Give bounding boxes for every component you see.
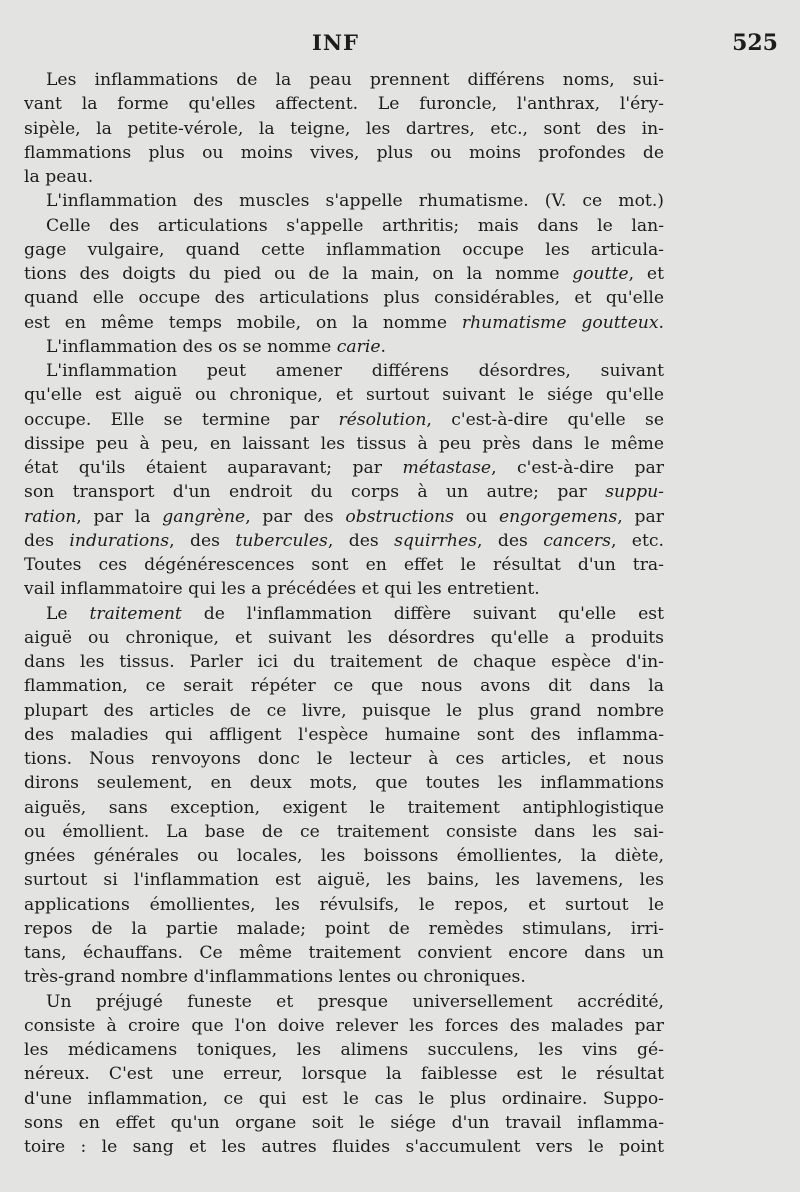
italic-term: carie xyxy=(336,336,381,357)
text-line: sons en effet qu'un organe soit le siége d'un travail inflamma- xyxy=(24,1112,664,1133)
text-line xyxy=(24,505,664,529)
text-segment: L'inflammation des os se nomme xyxy=(46,336,337,357)
text-segment: de l'inflammation diffère suivant qu'elle est xyxy=(181,603,664,624)
text-line: flammation, ce serait répéter ce que nous avons dit dans la xyxy=(24,676,664,697)
text-line: repos de la partie malade; point de remèdes stimulans, irri- xyxy=(24,918,664,939)
text-segment: , c'est-à-dire qu'elle se xyxy=(426,409,664,430)
text-line: aiguës, sans exception, exigent le traitement antiphlogistique xyxy=(24,797,664,818)
page-number: 525 xyxy=(732,30,778,56)
text-segment: , par xyxy=(617,506,664,527)
italic-term: ration xyxy=(24,506,77,527)
italic-term: gangrène xyxy=(162,506,246,527)
italic-term: squirrhes xyxy=(394,530,477,551)
text-line xyxy=(24,408,664,432)
text-line: applications émollientes, les révulsifs, le repos, et surtout le xyxy=(24,894,664,915)
text-line: vail inflammatoire qui les a précédées et qui les entretient. xyxy=(24,579,540,600)
italic-term: rhumatisme goutteux xyxy=(461,312,659,333)
italic-term: indurations xyxy=(69,530,170,551)
text-segment: , par des xyxy=(245,506,346,527)
text-line: ou émollient. La base de ce traitement consiste dans les sai- xyxy=(24,821,664,842)
text-line: L'inflammation peut amener différens désordres, suivant xyxy=(46,361,664,381)
text-line: des maladies qui affligent l'espèce humaine sont des inflamma- xyxy=(24,724,664,745)
text-line: toire : le sang et les autres fluides s'accumulent vers le point xyxy=(24,1137,664,1157)
italic-term: résolution xyxy=(338,409,427,430)
text-line: les médicamens toniques, les alimens succulens, les vins gé- xyxy=(24,1040,664,1060)
text-segment: occupe. Elle se termine par xyxy=(24,409,339,430)
text-line: gage vulgaire, quand cette inflammation occupe les articula- xyxy=(24,239,664,260)
text-segment: , des xyxy=(327,530,395,551)
italic-term: goutte xyxy=(572,264,629,284)
italic-term: cancers xyxy=(543,530,611,551)
text-line: sipèle, la petite-vérole, la teigne, les dartres, etc., sont des in- xyxy=(24,118,664,139)
text-segment: , et xyxy=(628,264,664,284)
text-segment: , des xyxy=(169,530,236,551)
text-line xyxy=(24,480,664,504)
running-head xyxy=(0,30,800,64)
text-line xyxy=(24,311,664,335)
text-line: tions. Nous renvoyons donc le lecteur à ces articles, et nous xyxy=(24,749,664,769)
text-segment: est en même temps mobile, on la nomme xyxy=(24,312,462,333)
text-line: aiguë ou chronique, et suivant les désordres qu'elle a produits xyxy=(24,627,664,648)
text-segment: son transport d'un endroit du corps à un autre; par xyxy=(24,482,606,503)
text-segment: , par la xyxy=(76,506,163,527)
text-line: gnées générales ou locales, les boissons émollientes, la diète, xyxy=(24,846,664,866)
body-text xyxy=(24,68,664,1159)
text-line: dirons seulement, en deux mots, que toutes les inflammations xyxy=(24,773,664,794)
italic-term: traitement xyxy=(89,603,182,624)
text-line xyxy=(24,602,664,626)
italic-term: tubercules xyxy=(235,530,328,551)
text-line: d'une inflammation, ce qui est le cas le plus ordinaire. Suppo- xyxy=(24,1088,664,1109)
text-segment: , c'est-à-dire par xyxy=(491,458,664,478)
text-line: dans les tissus. Parler ici du traitement de chaque espèce d'in- xyxy=(24,652,664,672)
text-segment: tions des doigts du pied ou de la main, on la nomme xyxy=(24,264,573,284)
text-segment: Le xyxy=(46,603,90,624)
text-line xyxy=(24,529,664,553)
text-line: dissipe peu à peu, en laissant les tissus à peu près dans le même xyxy=(24,433,664,454)
text-line: tans, échauffans. Ce même traitement convient encore dans un xyxy=(24,943,664,963)
text-line: plupart des articles de ce livre, puisque le plus grand nombre xyxy=(24,700,664,721)
text-segment: état qu'ils étaient auparavant; par xyxy=(24,458,403,478)
text-line: quand elle occupe des articulations plus considérables, et qu'elle xyxy=(24,288,664,309)
text-line: consiste à croire que l'on doive relever les forces des malades par xyxy=(24,1015,664,1036)
text-line: vant la forme qu'elles affectent. Le furoncle, l'anthrax, l'éry- xyxy=(24,94,664,115)
text-line xyxy=(24,456,664,480)
italic-term: obstructions xyxy=(345,506,455,527)
italic-term: métastase xyxy=(402,458,492,478)
italic-term: suppu- xyxy=(605,482,664,503)
text-line xyxy=(24,262,664,286)
text-segment: , des xyxy=(476,530,544,551)
italic-term: engorgemens xyxy=(498,506,618,527)
text-line: flammations plus ou moins vives, plus ou moins profondes de xyxy=(24,142,664,163)
text-line: qu'elle est aiguë ou chronique, et surtout suivant le siége qu'elle xyxy=(24,385,664,406)
text-segment: ou xyxy=(454,506,499,527)
text-line: L'inflammation des muscles s'appelle rhumatisme. (V. ce mot.) xyxy=(46,191,664,212)
text-line xyxy=(24,335,664,359)
text-segment: . xyxy=(658,312,664,333)
text-line: très-grand nombre d'inflammations lentes ou chroniques. xyxy=(24,967,526,988)
running-head-title: INF xyxy=(312,30,359,55)
text-line: néreux. C'est une erreur, lorsque la faiblesse est le résultat xyxy=(24,1064,664,1085)
text-segment: , etc. xyxy=(610,530,664,551)
text-line: Celle des articulations s'appelle arthritis; mais dans le lan- xyxy=(46,215,664,236)
text-line: Un préjugé funeste et presque universellement accrédité, xyxy=(46,991,664,1012)
text-line: surtout si l'inflammation est aiguë, les bains, les lavemens, les xyxy=(24,870,664,891)
text-segment: des xyxy=(24,530,70,551)
text-line: Toutes ces dégénérescences sont en effet le résultat d'un tra- xyxy=(24,555,664,575)
text-segment: . xyxy=(380,336,386,357)
text-line: Les inflammations de la peau prennent différens noms, sui- xyxy=(46,70,664,90)
text-line: la peau. xyxy=(24,167,94,187)
